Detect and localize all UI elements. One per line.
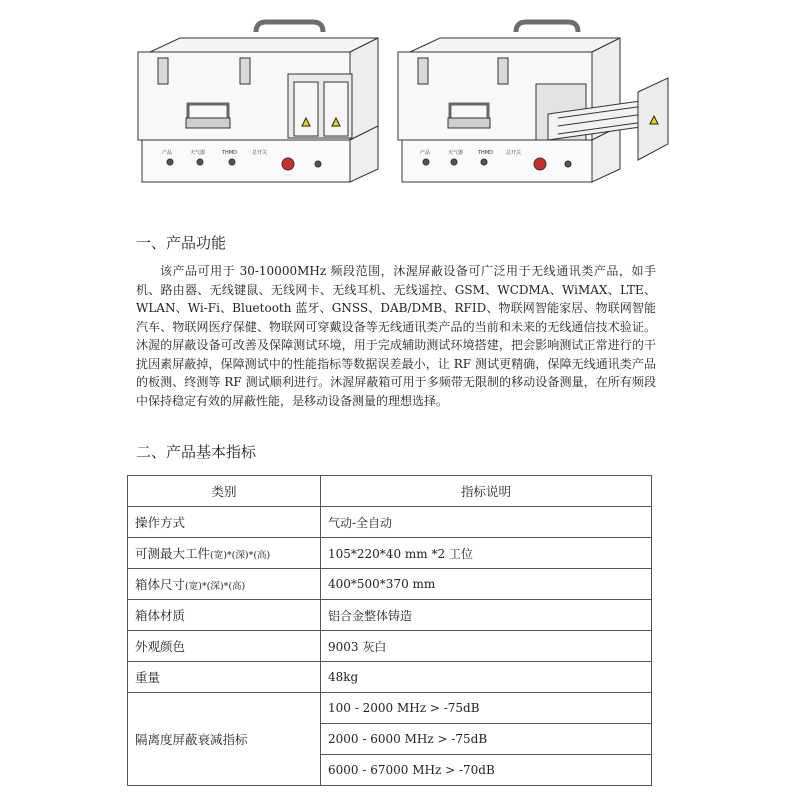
isolation-label: 隔离度屏蔽衰减指标 — [128, 693, 321, 786]
table-row — [128, 538, 652, 569]
panel-label: 总开关 — [506, 150, 522, 156]
row-label-dimension: (宽)*(深)*(高) — [185, 581, 246, 592]
panel-label: 产品 — [420, 150, 431, 156]
product-drawings — [128, 14, 680, 202]
panel-label: THMD — [478, 150, 493, 156]
table-row-isolation — [128, 693, 652, 724]
spec-table — [127, 475, 652, 786]
isolation-value: 6000 - 67000 MHz > -70dB — [321, 755, 652, 786]
row-label: 操作方式 — [128, 507, 321, 538]
closed-shield-box-drawing — [138, 22, 378, 182]
row-label: 箱体材质 — [128, 600, 321, 631]
row-value: 48kg — [321, 662, 652, 693]
table-header-category: 类别 — [128, 476, 321, 507]
panel-label: 产品 — [162, 150, 173, 156]
row-label — [128, 538, 321, 569]
product-description: 该产品可用于 30-10000MHz 频段范围，沐渥屏蔽设备可广泛用于无线通讯类产品，如手机、路由器、无线键鼠、无线网卡、无线耳机、无线遥控、GSM、WCDMA、WiMAX、LTE、WLAN、Wi-Fi、Bluetooth 蓝牙、GNSS、DAB/DMB、RFID、物联网智能家居、物联网智能汽车、物联网医疗保健、物联网可穿戴设备等无线通讯类产品的当前和未来的无线通信技术验证。沐渥的屏蔽设备可改善及保障测试环境，用于完成辅助测试环境搭建，把会影响测试正常进行的干扰因素屏蔽掉，保障测试中的性能指标等数据误差最小，让 RF 测试更精确，保障无线通讯类产品的板测、终测等 RF 测试顺利进行。沐渥屏蔽箱可用于多频带无限制的移动设备测量，在所有频段中保持稳定有效的屏蔽性能，是移动设备测量的理想选择。 — [136, 264, 656, 408]
section-title-function: 一、产品功能 — [136, 234, 227, 252]
table-row — [128, 507, 652, 538]
table-header-description: 指标说明 — [321, 476, 652, 507]
row-label-main: 箱体尺寸 — [135, 577, 186, 592]
row-label: 外观颜色 — [128, 631, 321, 662]
table-row — [128, 569, 652, 600]
panel-label: 天气器 — [190, 150, 206, 156]
row-label-main: 可测最大工件 — [135, 546, 211, 561]
row-value: 105*220*40 mm *2 工位 — [321, 538, 652, 569]
panel-label: 天气器 — [448, 150, 464, 156]
section-title-spec: 二、产品基本指标 — [136, 443, 257, 461]
isolation-value: 100 - 2000 MHz > -75dB — [321, 693, 652, 724]
isolation-value: 2000 - 6000 MHz > -75dB — [321, 724, 652, 755]
row-value: 400*500*370 mm — [321, 569, 652, 600]
row-label — [128, 569, 321, 600]
table-header-row — [128, 476, 652, 507]
open-shield-box-drawing — [398, 22, 668, 182]
shield-box-illustration — [128, 14, 680, 202]
row-label-dimension: (宽)*(深)*(高) — [210, 550, 271, 561]
row-value: 气动-全自动 — [321, 507, 652, 538]
row-value: 铝合金整体铸造 — [321, 600, 652, 631]
row-value: 9003 灰白 — [321, 631, 652, 662]
table-row — [128, 662, 652, 693]
panel-label: 总开关 — [252, 150, 268, 156]
panel-label: THMD — [222, 150, 237, 156]
table-row — [128, 600, 652, 631]
row-label: 重量 — [128, 662, 321, 693]
table-row — [128, 631, 652, 662]
